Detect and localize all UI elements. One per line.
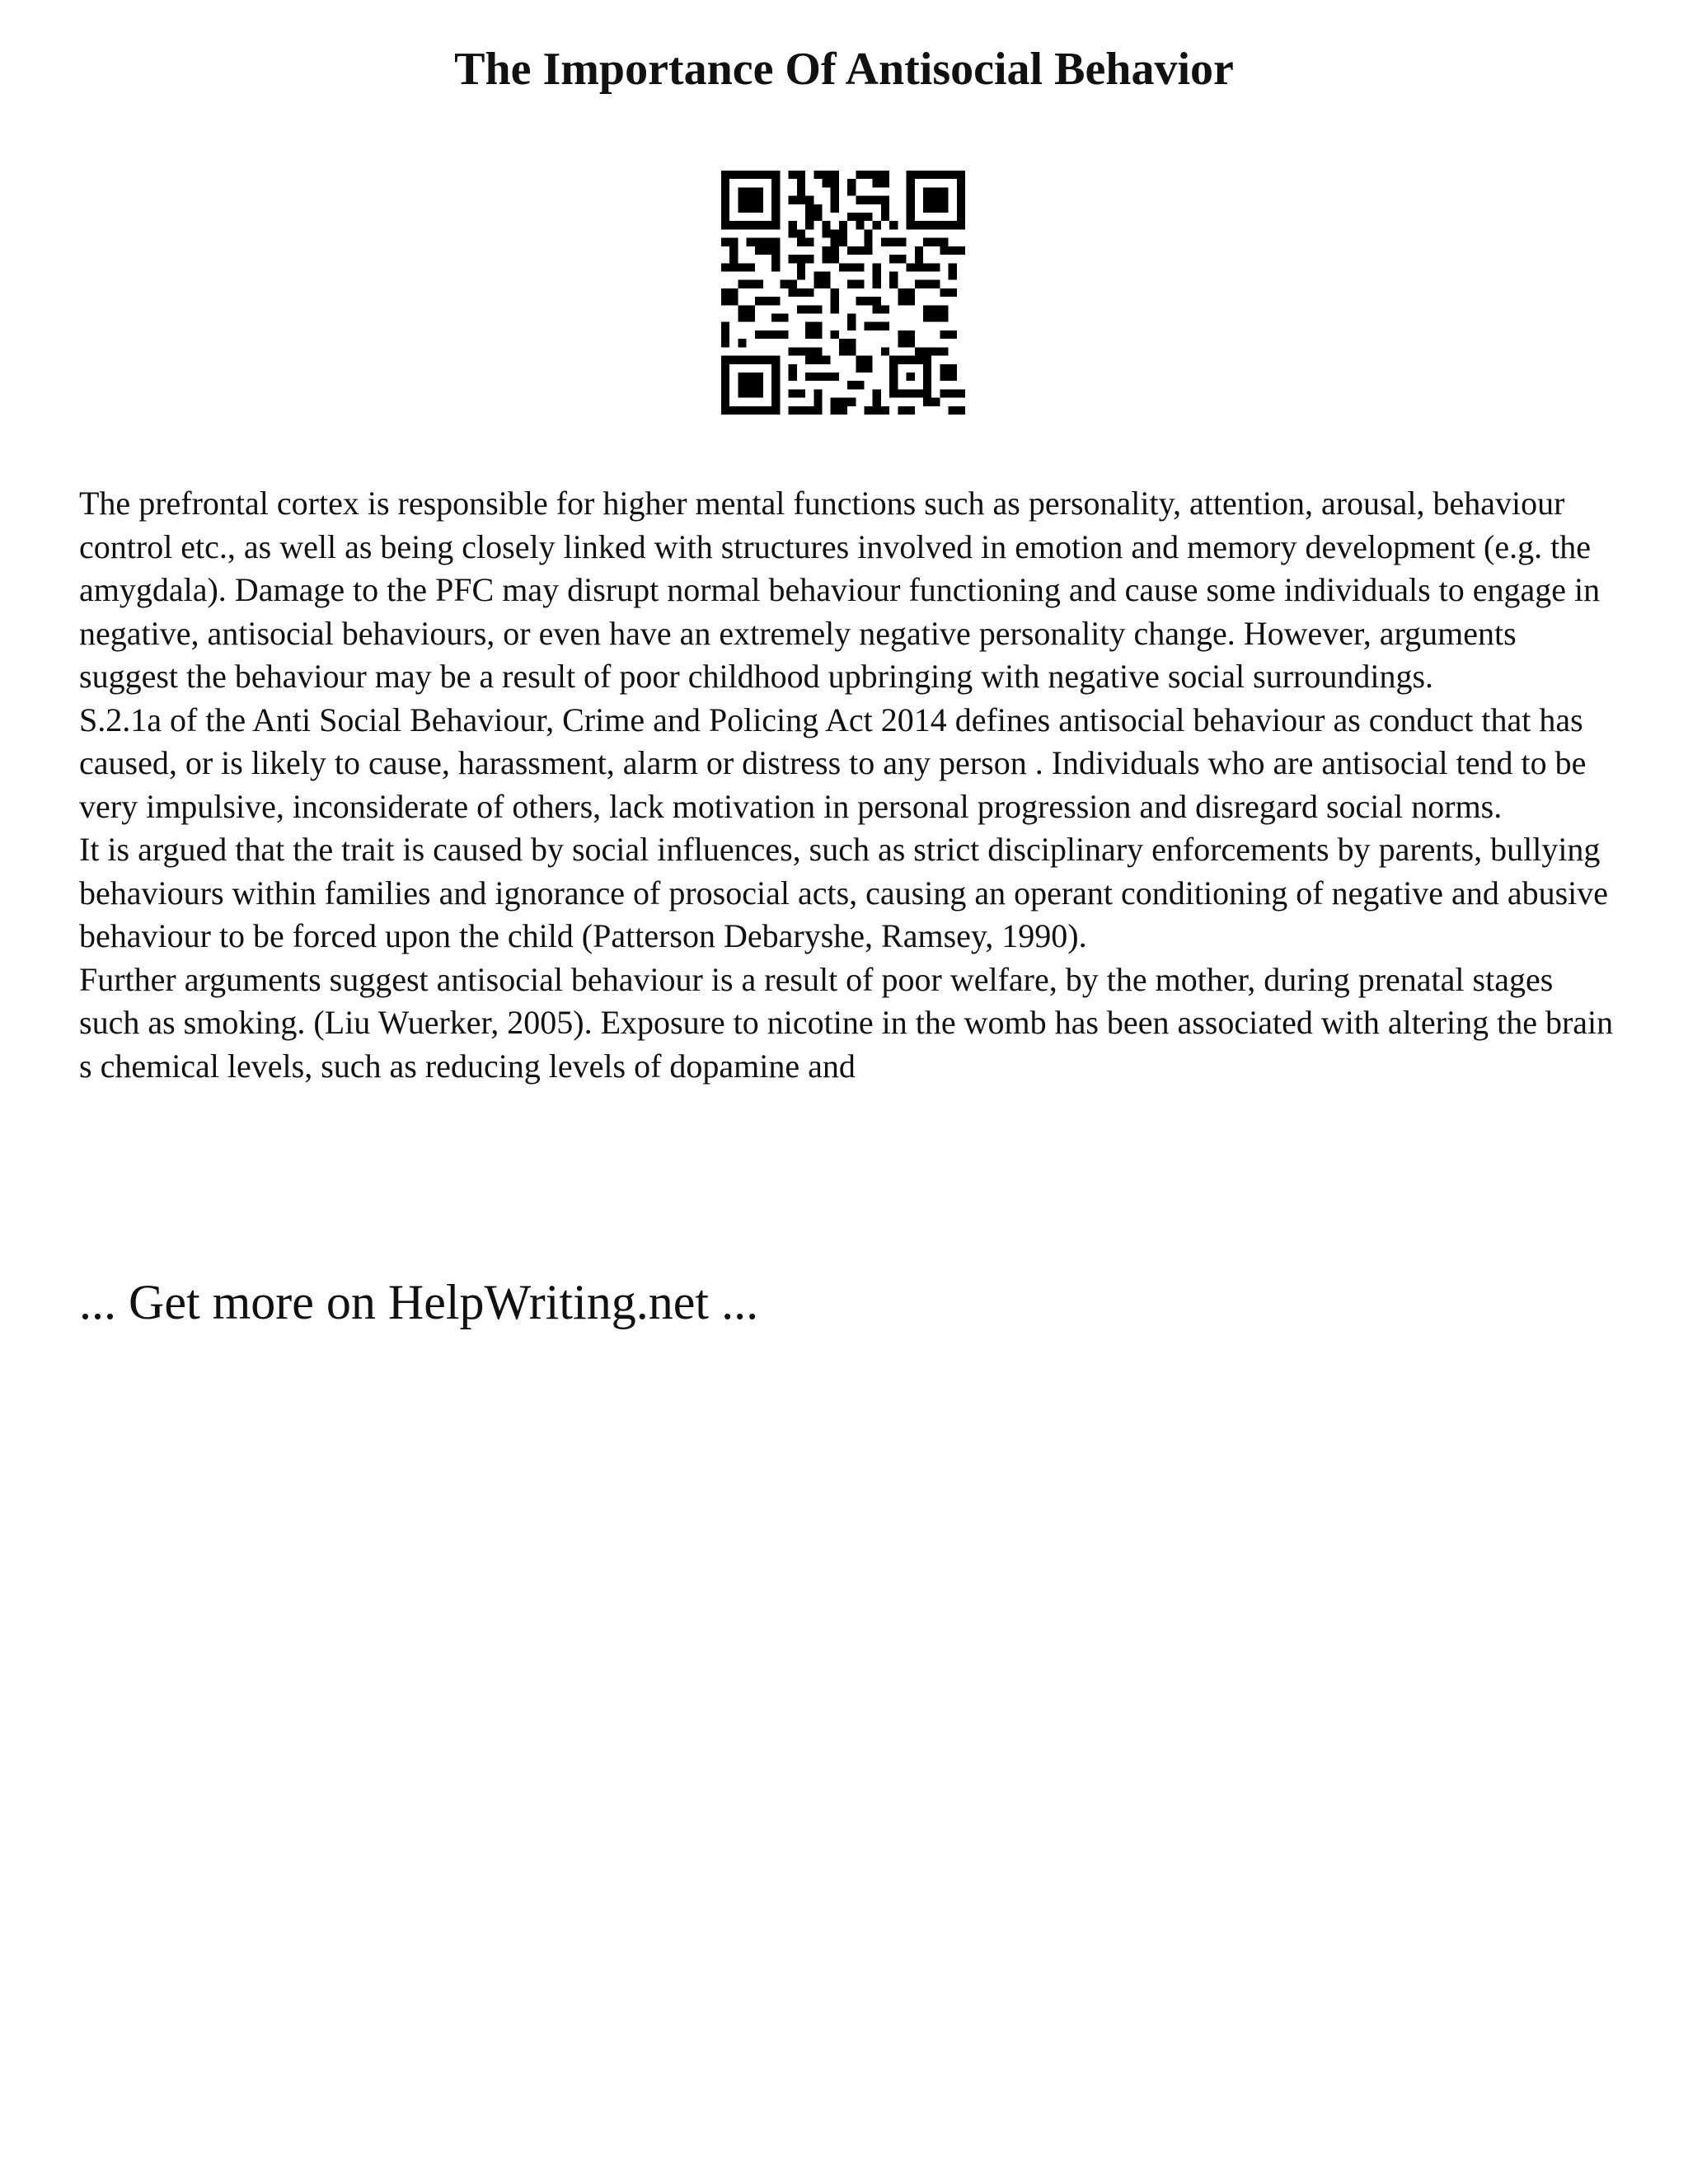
paragraph: S.2.1a of the Anti Social Behaviour, Crime and Policing Act 2014 defines antisocial behaviour as conduct that has caused, or is likely to cause, harassment, alarm or distress to any person . Individuals who are antisocial tend to be very impulsive, inconsiderate of others, lack motivation in personal progression and disregard social norms. — [79, 701, 1587, 825]
qr-code-icon — [721, 171, 965, 415]
article-body — [79, 482, 1620, 1088]
page-title: The Importance Of Antisocial Behavior — [454, 44, 1234, 95]
paragraph: It is argued that the trait is caused by social influences, such as strict disciplinary enforcements by parents, bullying behaviours within families and ignorance of prosocial acts, causing an operant conditioning of negative and abusive behaviour to be forced upon the child (Patterson Debaryshe, Ramsey, 1990). — [79, 831, 1608, 954]
get-more-link[interactable]: ... Get more on HelpWriting.net ... — [79, 1275, 759, 1329]
paragraph: Further arguments suggest antisocial behaviour is a result of poor welfare, by the mother, during prenatal stages such as smoking. (Liu Wuerker, 2005). Exposure to nicotine in the womb has been associated with altering the brain s chemical levels, such as reducing levels of dopamine and — [79, 960, 1614, 1085]
paragraph: The prefrontal cortex is responsible for higher mental functions such as personality, attention, arousal, behaviour control etc., as well as being closely linked with structures involved in emotion and memory development (e.g. the amygdala). Damage to the PFC may disrupt normal behaviour functioning and cause some individuals to engage in negative, antisocial behaviours, or even have an extremely negative personality change. However, arguments suggest the behaviour may be a result of poor childhood upbringing with negative social surroundings. — [79, 485, 1601, 695]
